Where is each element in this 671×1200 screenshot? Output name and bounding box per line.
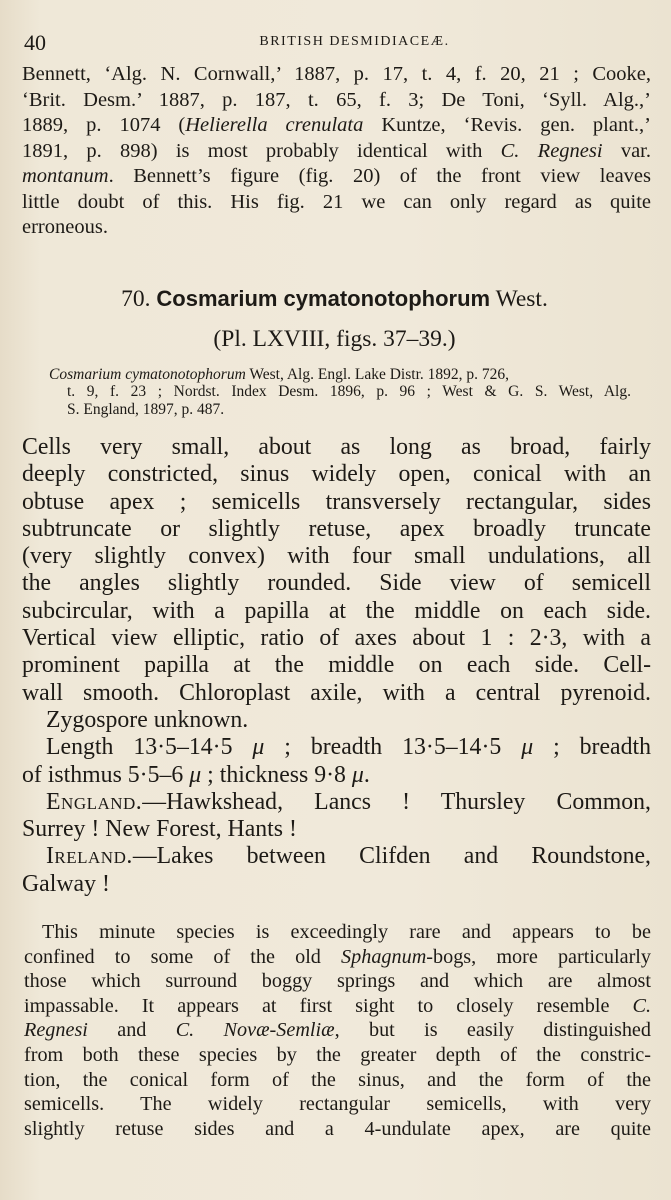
text-run: S. England, 1897, p. 487. <box>67 400 225 418</box>
species-author: West. <box>495 285 548 312</box>
text-line <box>22 139 651 165</box>
text-run: those which surround boggy springs and which are almost <box>24 970 651 993</box>
text-run: C. <box>632 994 651 1017</box>
text-line <box>22 62 651 88</box>
text-line <box>22 816 651 843</box>
text-run: Sphagnum <box>341 945 427 968</box>
text-run: var. <box>602 139 651 162</box>
text-line <box>22 789 651 816</box>
text-run: tion, the conical form of the sinus, and the form of the <box>24 1068 651 1091</box>
text-run: slightly retuse sides and a 4-undulate apex, are quite <box>24 1117 651 1140</box>
text-line <box>49 383 631 401</box>
text-run: semicells. The widely rectangular semicells, with very <box>24 1093 651 1116</box>
species-heading <box>18 285 651 313</box>
species-number: 70. <box>121 285 151 312</box>
text-run: Length 13·5–14·5 <box>46 734 253 761</box>
synonymy-paragraph <box>18 366 651 419</box>
text-run: C. Regnesi <box>500 139 603 162</box>
text-run: —Hawkshead, Lancs ! Thursley Common, <box>142 788 651 815</box>
text-line <box>22 680 651 707</box>
text-line <box>22 652 651 679</box>
text-run: (very slightly convex) with four small undulations, all <box>22 543 651 570</box>
text-line <box>24 945 651 970</box>
text-run: Cells very small, about as long as broad, fairly <box>22 434 651 460</box>
running-head: BRITISH DESMIDIACEÆ. <box>259 34 450 49</box>
intro-paragraph <box>18 62 651 241</box>
text-line <box>49 366 631 384</box>
text-run: μ <box>351 761 364 788</box>
text-run: Surrey ! New Forest, Hants ! <box>22 816 297 843</box>
text-line <box>24 920 651 945</box>
text-line <box>22 215 651 241</box>
text-line <box>22 707 651 734</box>
text-line <box>49 401 631 419</box>
discussion-paragraph <box>18 920 651 1141</box>
text-run: t. 9, f. 23 ; Nordst. Index Desm. 1896, p. 96 ; West & G. S. West, Alg. <box>67 383 631 400</box>
text-line <box>22 461 651 488</box>
text-run: impassable. It appears at first sight to closely resemble <box>24 994 633 1017</box>
text-run: prominent papilla at the middle on each side. Cell- <box>22 652 651 679</box>
text-run: from both these species by the greater depth of the constric- <box>24 1044 651 1067</box>
text-run: Helierella crenulata <box>185 114 364 136</box>
text-line <box>22 543 651 570</box>
text-run: Cosmarium cymatonotophorum <box>49 365 246 383</box>
text-run: C. Novæ-Semliæ <box>175 1019 335 1042</box>
text-run: -bogs, more particularly <box>426 945 651 968</box>
text-line <box>24 994 651 1019</box>
text-run: Vertical view elliptic, ratio of axes about 1 : 2·3, with a <box>22 625 651 652</box>
page-number: 40 <box>24 30 46 55</box>
text-run: the angles slightly rounded. Side view of semicell <box>22 570 651 597</box>
text-line <box>24 1092 651 1117</box>
page-header <box>18 22 651 55</box>
species-description <box>18 434 651 898</box>
text-run: . Bennett’s figure (fig. 20) of the front view leaves <box>108 165 651 187</box>
text-line <box>22 489 651 516</box>
plate-reference: (Pl. LXVIII, figs. 37–39.) <box>213 325 456 352</box>
text-run: μ <box>189 761 202 788</box>
text-run: 1891, p. 898) is most probably identical with <box>22 139 501 162</box>
text-run: and <box>87 1019 176 1042</box>
text-run: μ <box>521 734 534 761</box>
text-run: West, Alg. Engl. Lake Distr. 1892, p. 726, <box>245 365 510 383</box>
text-run: μ <box>252 734 265 761</box>
text-line <box>24 1117 651 1142</box>
text-line <box>22 871 651 898</box>
text-run: little doubt of this. His fig. 21 we can only regard as quite <box>22 190 651 213</box>
text-line <box>22 598 651 625</box>
text-run: Ireland. <box>46 843 133 870</box>
text-line <box>22 734 651 761</box>
text-line <box>22 570 651 597</box>
text-run: . <box>363 761 370 788</box>
text-line <box>22 625 651 652</box>
text-run: —Lakes between Clifden and Roundstone, <box>132 843 651 870</box>
text-run: subcircular, with a papilla at the middle on each side. <box>22 597 651 624</box>
text-line <box>24 969 651 994</box>
text-run: Galway ! <box>22 870 110 897</box>
text-run: Zygospore unknown. <box>46 706 249 733</box>
text-run: , but is easily distinguished <box>334 1019 651 1042</box>
text-run: ; breadth 13·5–14·5 <box>264 734 522 761</box>
text-run: 1889, p. 1074 ( <box>22 114 186 136</box>
text-run: Kuntze, ‘Revis. gen. plant.,’ <box>363 114 651 136</box>
text-line <box>24 1043 651 1068</box>
text-run: erroneous. <box>22 216 108 238</box>
text-run: ; breadth <box>533 734 652 761</box>
text-run: ; thickness 9·8 <box>201 761 352 788</box>
text-line <box>24 1018 651 1043</box>
text-run: confined to some of the old <box>24 945 342 968</box>
text-run: England. <box>46 788 143 815</box>
text-line <box>22 88 651 114</box>
text-run: subtruncate or slightly retuse, apex broadly truncate <box>22 515 651 542</box>
text-run: deeply constricted, sinus widely open, conical with an <box>22 461 651 488</box>
text-run: obtuse apex ; semicells transversely rectangular, sides <box>22 488 651 515</box>
text-run: Regnesi <box>24 1019 88 1042</box>
text-line <box>22 762 651 789</box>
text-run: ‘Brit. Desm.’ 1887, p. 187, t. 65, f. 3; De Toni, ‘Syll. Alg.,’ <box>22 88 651 111</box>
text-line <box>22 190 651 216</box>
text-run: of isthmus 5·5–6 <box>22 761 190 788</box>
text-line <box>22 164 651 190</box>
text-run: wall smooth. Chloroplast axile, with a central pyrenoid. <box>22 679 651 706</box>
text-line <box>22 113 651 139</box>
text-run: This minute species is exceedingly rare and appears to be <box>42 921 651 944</box>
text-run: montanum <box>22 165 109 187</box>
species-name: Cosmarium cymatonotophorum <box>156 285 491 311</box>
text-line <box>22 516 651 543</box>
text-line <box>22 434 651 461</box>
text-line <box>22 843 651 870</box>
text-run: Bennett, ‘Alg. N. Cornwall,’ 1887, p. 17, t. 4, f. 20, 21 ; Cooke, <box>22 63 651 85</box>
text-line <box>24 1068 651 1093</box>
